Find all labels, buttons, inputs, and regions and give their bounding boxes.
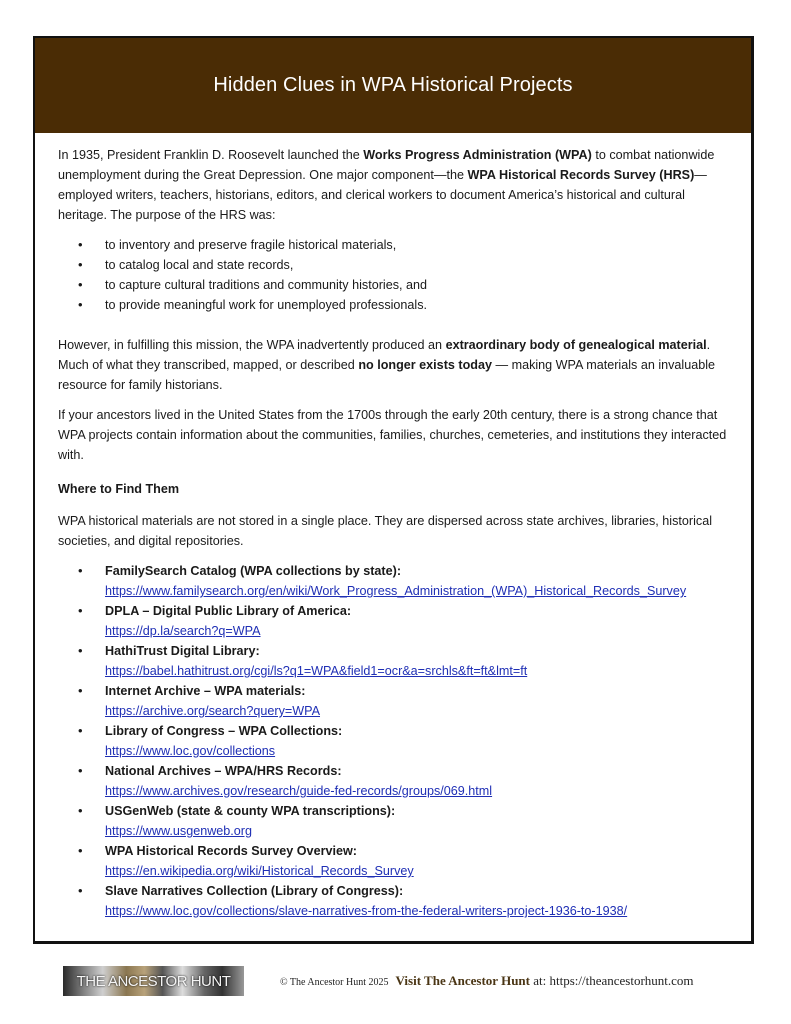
intro-bold-wpa: Works Progress Administration (WPA): [363, 148, 592, 162]
resource-item: [58, 561, 729, 601]
intro-bold-hrs: WPA Historical Records Survey (HRS): [467, 168, 695, 182]
resource-link[interactable]: https://babel.hathitrust.org/cgi/ls?q1=WPA&field1=ocr&a=srchls&ft=ft&lmt=ft: [105, 664, 528, 678]
resource-link[interactable]: https://www.loc.gov/collections: [105, 744, 276, 758]
resource-link[interactable]: https://en.wikipedia.org/wiki/Historical_Records_Survey: [105, 864, 414, 878]
resource-link[interactable]: https://www.familysearch.org/en/wiki/Work_Progress_Administration_(WPA)_Historical_Records_Survey: [105, 584, 687, 598]
however-paragraph: [58, 335, 729, 395]
resource-label: • HathiTrust Digital Library:: [105, 644, 260, 658]
however-text-2: . Much of what they transcribed, mapped, or described: [58, 338, 711, 372]
resource-item: [58, 601, 729, 641]
however-bold-1: extraordinary body of genealogical material: [445, 338, 707, 352]
however-text-1: However, in fulfilling this mission, the WPA inadvertently produced an: [58, 338, 446, 352]
document-frame: [33, 36, 754, 944]
resource-item: [58, 761, 729, 801]
footer-url[interactable]: https://theancestorhunt.com: [549, 973, 694, 988]
ancestor-hunt-logo: [63, 966, 244, 996]
intro-paragraph: [58, 145, 729, 225]
resource-label: • Library of Congress – WPA Collections:: [105, 724, 343, 738]
however-bold-2: no longer exists today: [358, 358, 492, 372]
resource-item: [58, 801, 729, 841]
resource-label: • WPA Historical Records Survey Overview:: [105, 844, 357, 858]
footer-at: at:: [529, 973, 550, 988]
purpose-list: [58, 235, 729, 315]
resource-link[interactable]: https://dp.la/search?q=WPA: [105, 624, 261, 638]
resource-item: [58, 881, 729, 921]
purpose-item: • to capture cultural traditions and community histories, and: [58, 275, 729, 295]
visit-label: Visit The Ancestor Hunt: [395, 973, 530, 988]
section-intro: WPA historical materials are not stored in a single place. They are dispersed across state archives, libraries, historical societies, and digital repositories.: [58, 514, 712, 548]
resource-label: • FamilySearch Catalog (WPA collections by state):: [105, 564, 402, 578]
however-text-3: — making WPA materials an invaluable resource for family historians.: [58, 358, 716, 392]
resource-label: • National Archives – WPA/HRS Records:: [105, 764, 342, 778]
purpose-item: • to provide meaningful work for unemployed professionals.: [58, 295, 729, 315]
resource-label: • Slave Narratives Collection (Library of Congress):: [105, 884, 404, 898]
ancestors-paragraph: If your ancestors lived in the United States from the 1700s through the early 20th century, there is a strong chance that WPA projects contain information about the communities, families, churches, cemeteries, and institutions they interacted with.: [58, 408, 727, 462]
copyright-text: © The Ancestor Hunt 2025: [280, 977, 389, 988]
resource-label: • Internet Archive – WPA materials:: [105, 684, 306, 698]
resource-item: [58, 841, 729, 881]
resource-label: • USGenWeb (state & county WPA transcriptions):: [105, 804, 396, 818]
footer-text: [280, 973, 694, 989]
intro-text-1: In 1935, President Franklin D. Roosevelt launched the: [58, 148, 364, 162]
resource-item: [58, 721, 729, 761]
resource-link[interactable]: https://www.loc.gov/collections/slave-narratives-from-the-federal-writers-project-1936-to-1938/: [105, 904, 628, 918]
logo-text: THE ANCESTOR HUNT: [76, 972, 231, 990]
title-banner: [35, 38, 751, 133]
purpose-item: • to catalog local and state records,: [58, 255, 729, 275]
resource-link[interactable]: https://www.archives.gov/research/guide-fed-records/groups/069.html: [105, 784, 493, 798]
resource-item: [58, 641, 729, 681]
resource-link[interactable]: https://www.usgenweb.org: [105, 824, 253, 838]
intro-text-2: to combat nationwide unemployment during the Great Depression. One major component—the: [58, 148, 715, 182]
section-heading: Where to Find Them: [58, 482, 180, 496]
resource-label: • DPLA – Digital Public Library of America:: [105, 604, 352, 618]
resource-link[interactable]: https://archive.org/search?query=WPA: [105, 704, 321, 718]
resource-item: [58, 681, 729, 721]
page-title: Hidden Clues in WPA Historical Projects: [213, 74, 573, 96]
intro-text-3: —employed writers, teachers, historians, editors, and clerical workers to document America’s historical and cultural heritage. The purpose of the HRS was:: [58, 168, 707, 222]
resource-list: [58, 561, 729, 921]
purpose-item: • to inventory and preserve fragile historical materials,: [58, 235, 729, 255]
document-body: [35, 133, 751, 921]
page-footer: [63, 965, 723, 997]
